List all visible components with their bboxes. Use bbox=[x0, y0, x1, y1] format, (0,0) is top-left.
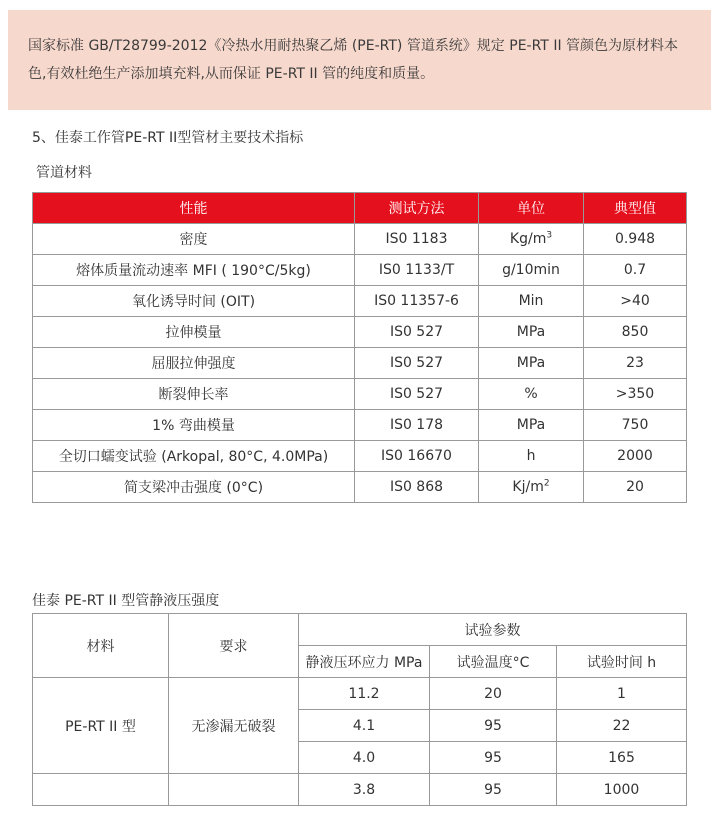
table-row bbox=[33, 348, 687, 379]
table-row bbox=[33, 678, 687, 710]
cell-unit bbox=[479, 410, 584, 441]
cell-value bbox=[584, 317, 687, 348]
cell-time: 22 bbox=[557, 710, 687, 742]
header-time: 试验时间 h bbox=[557, 646, 687, 678]
cell-unit bbox=[479, 286, 584, 317]
cell-method bbox=[355, 348, 479, 379]
hydrostatic-strength-table bbox=[32, 613, 687, 806]
cell-stress: 4.0 bbox=[299, 742, 430, 774]
header-requirement: 要求 bbox=[169, 614, 299, 678]
table2-caption: 佳泰 PE-RT II 型管静液压强度 bbox=[32, 593, 220, 609]
cell-property bbox=[33, 255, 355, 286]
table-row bbox=[33, 255, 687, 286]
cell-unit bbox=[479, 472, 584, 503]
cell-property bbox=[33, 348, 355, 379]
cell-unit-text: MPa bbox=[516, 417, 546, 433]
cell-property-text: 熔体质量流动速率 MFI ( 190°C/5kg) bbox=[76, 263, 311, 279]
cell-unit-text: Min bbox=[518, 293, 544, 309]
header-unit: 单位 bbox=[479, 193, 584, 224]
cell-method bbox=[355, 379, 479, 410]
cell-unit bbox=[479, 441, 584, 472]
header-test-params: 试验参数 bbox=[299, 614, 687, 646]
notice-line-1: 国家标准 GB/T28799-2012《冷热水用耐热聚乙烯 (PE-RT) 管道系统》规定 PE-RT II 管颜色为原材料本 bbox=[28, 38, 679, 54]
cell-time: 165 bbox=[557, 742, 687, 774]
cell-empty bbox=[33, 774, 169, 806]
cell-unit-text: MPa bbox=[516, 324, 546, 340]
cell-value bbox=[584, 224, 687, 255]
cell-time: 1000 bbox=[557, 774, 687, 806]
header-temp: 试验温度°C bbox=[430, 646, 557, 678]
header-property: 性能 bbox=[33, 193, 355, 224]
table-row bbox=[33, 441, 687, 472]
cell-value-text: >350 bbox=[615, 386, 655, 402]
cell-property bbox=[33, 317, 355, 348]
cell-value-text: 850 bbox=[621, 324, 649, 340]
cell-unit-text: h bbox=[526, 448, 536, 464]
cell-method bbox=[355, 472, 479, 503]
cell-value bbox=[584, 255, 687, 286]
material-spec-table bbox=[32, 192, 687, 503]
cell-value bbox=[584, 472, 687, 503]
cell-unit bbox=[479, 317, 584, 348]
cell-value-text: 0.7 bbox=[623, 262, 647, 278]
cell-empty bbox=[169, 774, 299, 806]
cell-value-text: 2000 bbox=[617, 448, 653, 464]
cell-method-text: IS0 527 bbox=[389, 324, 444, 340]
cell-unit bbox=[479, 255, 584, 286]
cell-unit bbox=[479, 348, 584, 379]
cell-property-text: 密度 bbox=[179, 232, 208, 248]
cell-unit-text: Kg/m bbox=[509, 231, 547, 247]
cell-property bbox=[33, 410, 355, 441]
cell-temp: 95 bbox=[430, 774, 557, 806]
cell-method-text: IS0 11357-6 bbox=[374, 293, 459, 309]
table-header-row bbox=[33, 193, 687, 224]
header-material: 材料 bbox=[33, 614, 169, 678]
cell-value bbox=[584, 379, 687, 410]
cell-method-text: IS0 868 bbox=[389, 479, 444, 495]
cell-time: 1 bbox=[557, 678, 687, 710]
cell-unit-text: Kj/m bbox=[512, 479, 544, 495]
section-title: 5、佳泰工作管PE-RT II型管材主要技术指标 bbox=[32, 130, 304, 146]
cell-unit bbox=[479, 224, 584, 255]
cell-method bbox=[355, 441, 479, 472]
table-row bbox=[33, 774, 687, 806]
unit-superscript: 3 bbox=[546, 230, 553, 241]
header-method: 测试方法 bbox=[355, 193, 479, 224]
table-row bbox=[33, 224, 687, 255]
cell-property-text: 屈服拉伸强度 bbox=[151, 356, 236, 372]
cell-method-text: IS0 1133/T bbox=[378, 262, 455, 278]
table-row bbox=[33, 286, 687, 317]
cell-value-text: 23 bbox=[626, 355, 644, 371]
cell-method bbox=[355, 286, 479, 317]
unit-superscript: 2 bbox=[543, 478, 550, 489]
cell-value bbox=[584, 348, 687, 379]
cell-property bbox=[33, 224, 355, 255]
cell-material: PE-RT II 型 bbox=[33, 678, 169, 774]
cell-property-text: 断裂伸长率 bbox=[158, 387, 229, 403]
cell-property bbox=[33, 441, 355, 472]
cell-value bbox=[584, 286, 687, 317]
cell-method-text: IS0 527 bbox=[389, 386, 444, 402]
cell-property bbox=[33, 286, 355, 317]
cell-property-text: 拉伸模量 bbox=[165, 325, 222, 341]
cell-property bbox=[33, 379, 355, 410]
cell-method-text: IS0 527 bbox=[389, 355, 444, 371]
notice-line-2: 色,有效杜绝生产添加填充料,从而保证 PE-RT II 管的纯度和质量。 bbox=[28, 66, 435, 82]
header-value: 典型值 bbox=[584, 193, 687, 224]
cell-temp: 95 bbox=[430, 742, 557, 774]
cell-temp: 20 bbox=[430, 678, 557, 710]
cell-value-text: 20 bbox=[626, 479, 644, 495]
cell-property bbox=[33, 472, 355, 503]
cell-unit-text: % bbox=[524, 386, 538, 402]
cell-value bbox=[584, 410, 687, 441]
table1-caption: 管道材料 bbox=[36, 165, 92, 181]
cell-method-text: IS0 1183 bbox=[385, 231, 448, 247]
cell-property-text: 全切口蠕变试验 (Arkopal, 80°C, 4.0MPa) bbox=[58, 449, 329, 465]
cell-property-text: 1% 弯曲模量 bbox=[152, 418, 235, 434]
cell-value-text: 0.948 bbox=[614, 231, 656, 247]
notice-box bbox=[8, 10, 711, 110]
cell-requirement: 无渗漏无破裂 bbox=[169, 678, 299, 774]
cell-unit-text: g/10min bbox=[502, 262, 560, 278]
table-row bbox=[33, 317, 687, 348]
cell-unit-text: MPa bbox=[516, 355, 546, 371]
table-row bbox=[33, 410, 687, 441]
cell-stress: 3.8 bbox=[299, 774, 430, 806]
cell-method bbox=[355, 410, 479, 441]
cell-property-text: 氧化诱导时间 (OIT) bbox=[131, 294, 256, 310]
cell-temp: 95 bbox=[430, 710, 557, 742]
cell-method bbox=[355, 255, 479, 286]
cell-method-text: IS0 178 bbox=[389, 417, 444, 433]
table-row bbox=[33, 379, 687, 410]
cell-stress: 4.1 bbox=[299, 710, 430, 742]
cell-property-text: 简支梁冲击强度 (0°C) bbox=[123, 480, 264, 496]
table-row bbox=[33, 472, 687, 503]
cell-method bbox=[355, 224, 479, 255]
cell-value bbox=[584, 441, 687, 472]
table-header-row bbox=[33, 614, 687, 646]
cell-method bbox=[355, 317, 479, 348]
header-stress: 静液压环应力 MPa bbox=[299, 646, 430, 678]
cell-method-text: IS0 16670 bbox=[381, 448, 452, 464]
cell-value-text: 750 bbox=[621, 417, 649, 433]
cell-stress: 11.2 bbox=[299, 678, 430, 710]
cell-unit bbox=[479, 379, 584, 410]
cell-value-text: >40 bbox=[620, 293, 650, 309]
